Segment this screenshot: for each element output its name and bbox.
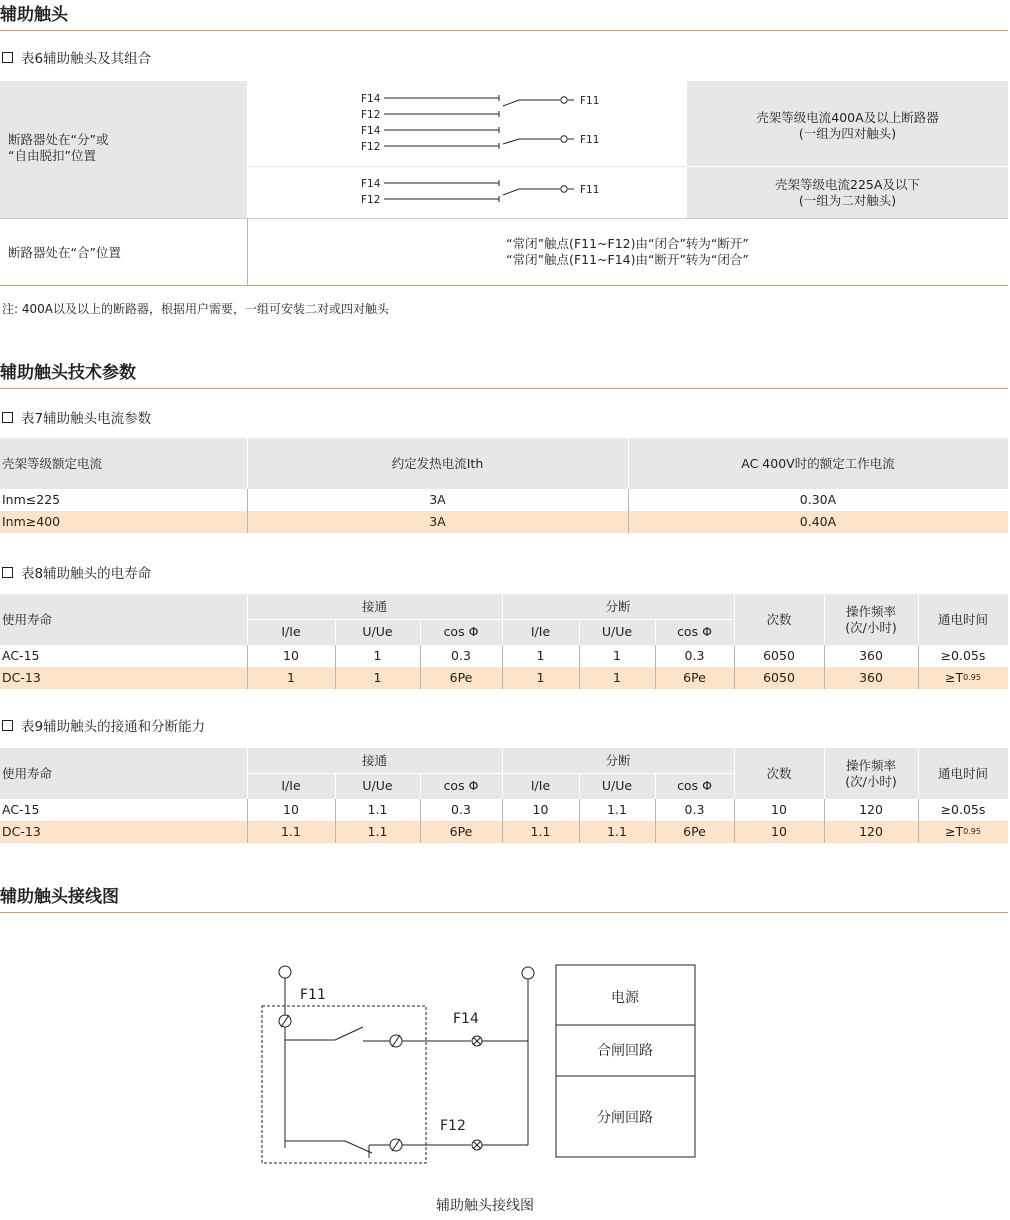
table6-desc-400: 壳架等级电流400A及以上断路器 (一组为四对触头) (756, 110, 939, 141)
svg-text:F11: F11 (580, 134, 600, 146)
svg-text:F14: F14 (361, 125, 381, 137)
checkbox-bullet-icon (2, 52, 13, 63)
label-f14: F14 (361, 93, 381, 105)
table6-state-open: 断路器处在“分”或 “自由脱扣”位置 (8, 132, 109, 163)
box-open-circuit: 分闸回路 (597, 1110, 653, 1126)
table6-contact-symbols (247, 81, 687, 218)
checkbox-bullet-icon (2, 412, 13, 423)
table8-caption: 表8辅助触头的电寿命 (2, 565, 151, 583)
svg-text:F12: F12 (361, 194, 381, 206)
box-close-circuit: 合闸回路 (597, 1043, 653, 1059)
diagram-label-f11: F11 (300, 987, 326, 1003)
svg-text:F11: F11 (580, 184, 600, 196)
box-power: 电源 (611, 990, 639, 1006)
checkbox-bullet-icon (2, 567, 13, 578)
diagram-caption: 辅助触头接线图 (436, 1198, 534, 1214)
label-f11: F11 (580, 95, 600, 107)
table6-state-closed: 断路器处在“合”位置 (8, 245, 121, 260)
section-title-tech-params: 辅助触头技术参数 (0, 362, 1008, 389)
checkbox-bullet-icon (2, 720, 13, 731)
table6-caption: 表6辅助触头及其组合 (2, 50, 151, 68)
section-title-wiring: 辅助触头接线图 (0, 886, 1008, 913)
table7-header-rated: 壳架等级额定电流 (2, 455, 103, 471)
svg-text:F12: F12 (361, 141, 381, 153)
diagram-label-f12: F12 (440, 1118, 466, 1134)
table9-caption: 表9辅助触头的接通和分断能力 (2, 718, 205, 736)
table6-desc-225: 壳架等级电流225A及以下 (一组为二对触头) (775, 177, 920, 208)
diagram-label-f14: F14 (453, 1011, 479, 1027)
table7-header-ith: 约定发热电流Ith (391, 455, 484, 471)
table7-header-ac400: AC 400V时的额定工作电流 (741, 455, 895, 471)
svg-text:F14: F14 (361, 178, 381, 190)
table6-note: 注: 400A以及以上的断路器，根据用户需要，一组可安装二对或四对触头 (2, 302, 389, 316)
table6-closed-desc: “常闭”触点(F11~F12)由“闭合”转为“断开” “常闭”触点(F11~F14)由“断开”转为“闭合” (506, 236, 749, 267)
section-title-aux-contacts: 辅助触头 (0, 4, 1008, 31)
table7-caption: 表7辅助触头电流参数 (2, 410, 151, 428)
wiring-diagram (250, 955, 710, 1170)
label-f12: F12 (361, 109, 381, 121)
